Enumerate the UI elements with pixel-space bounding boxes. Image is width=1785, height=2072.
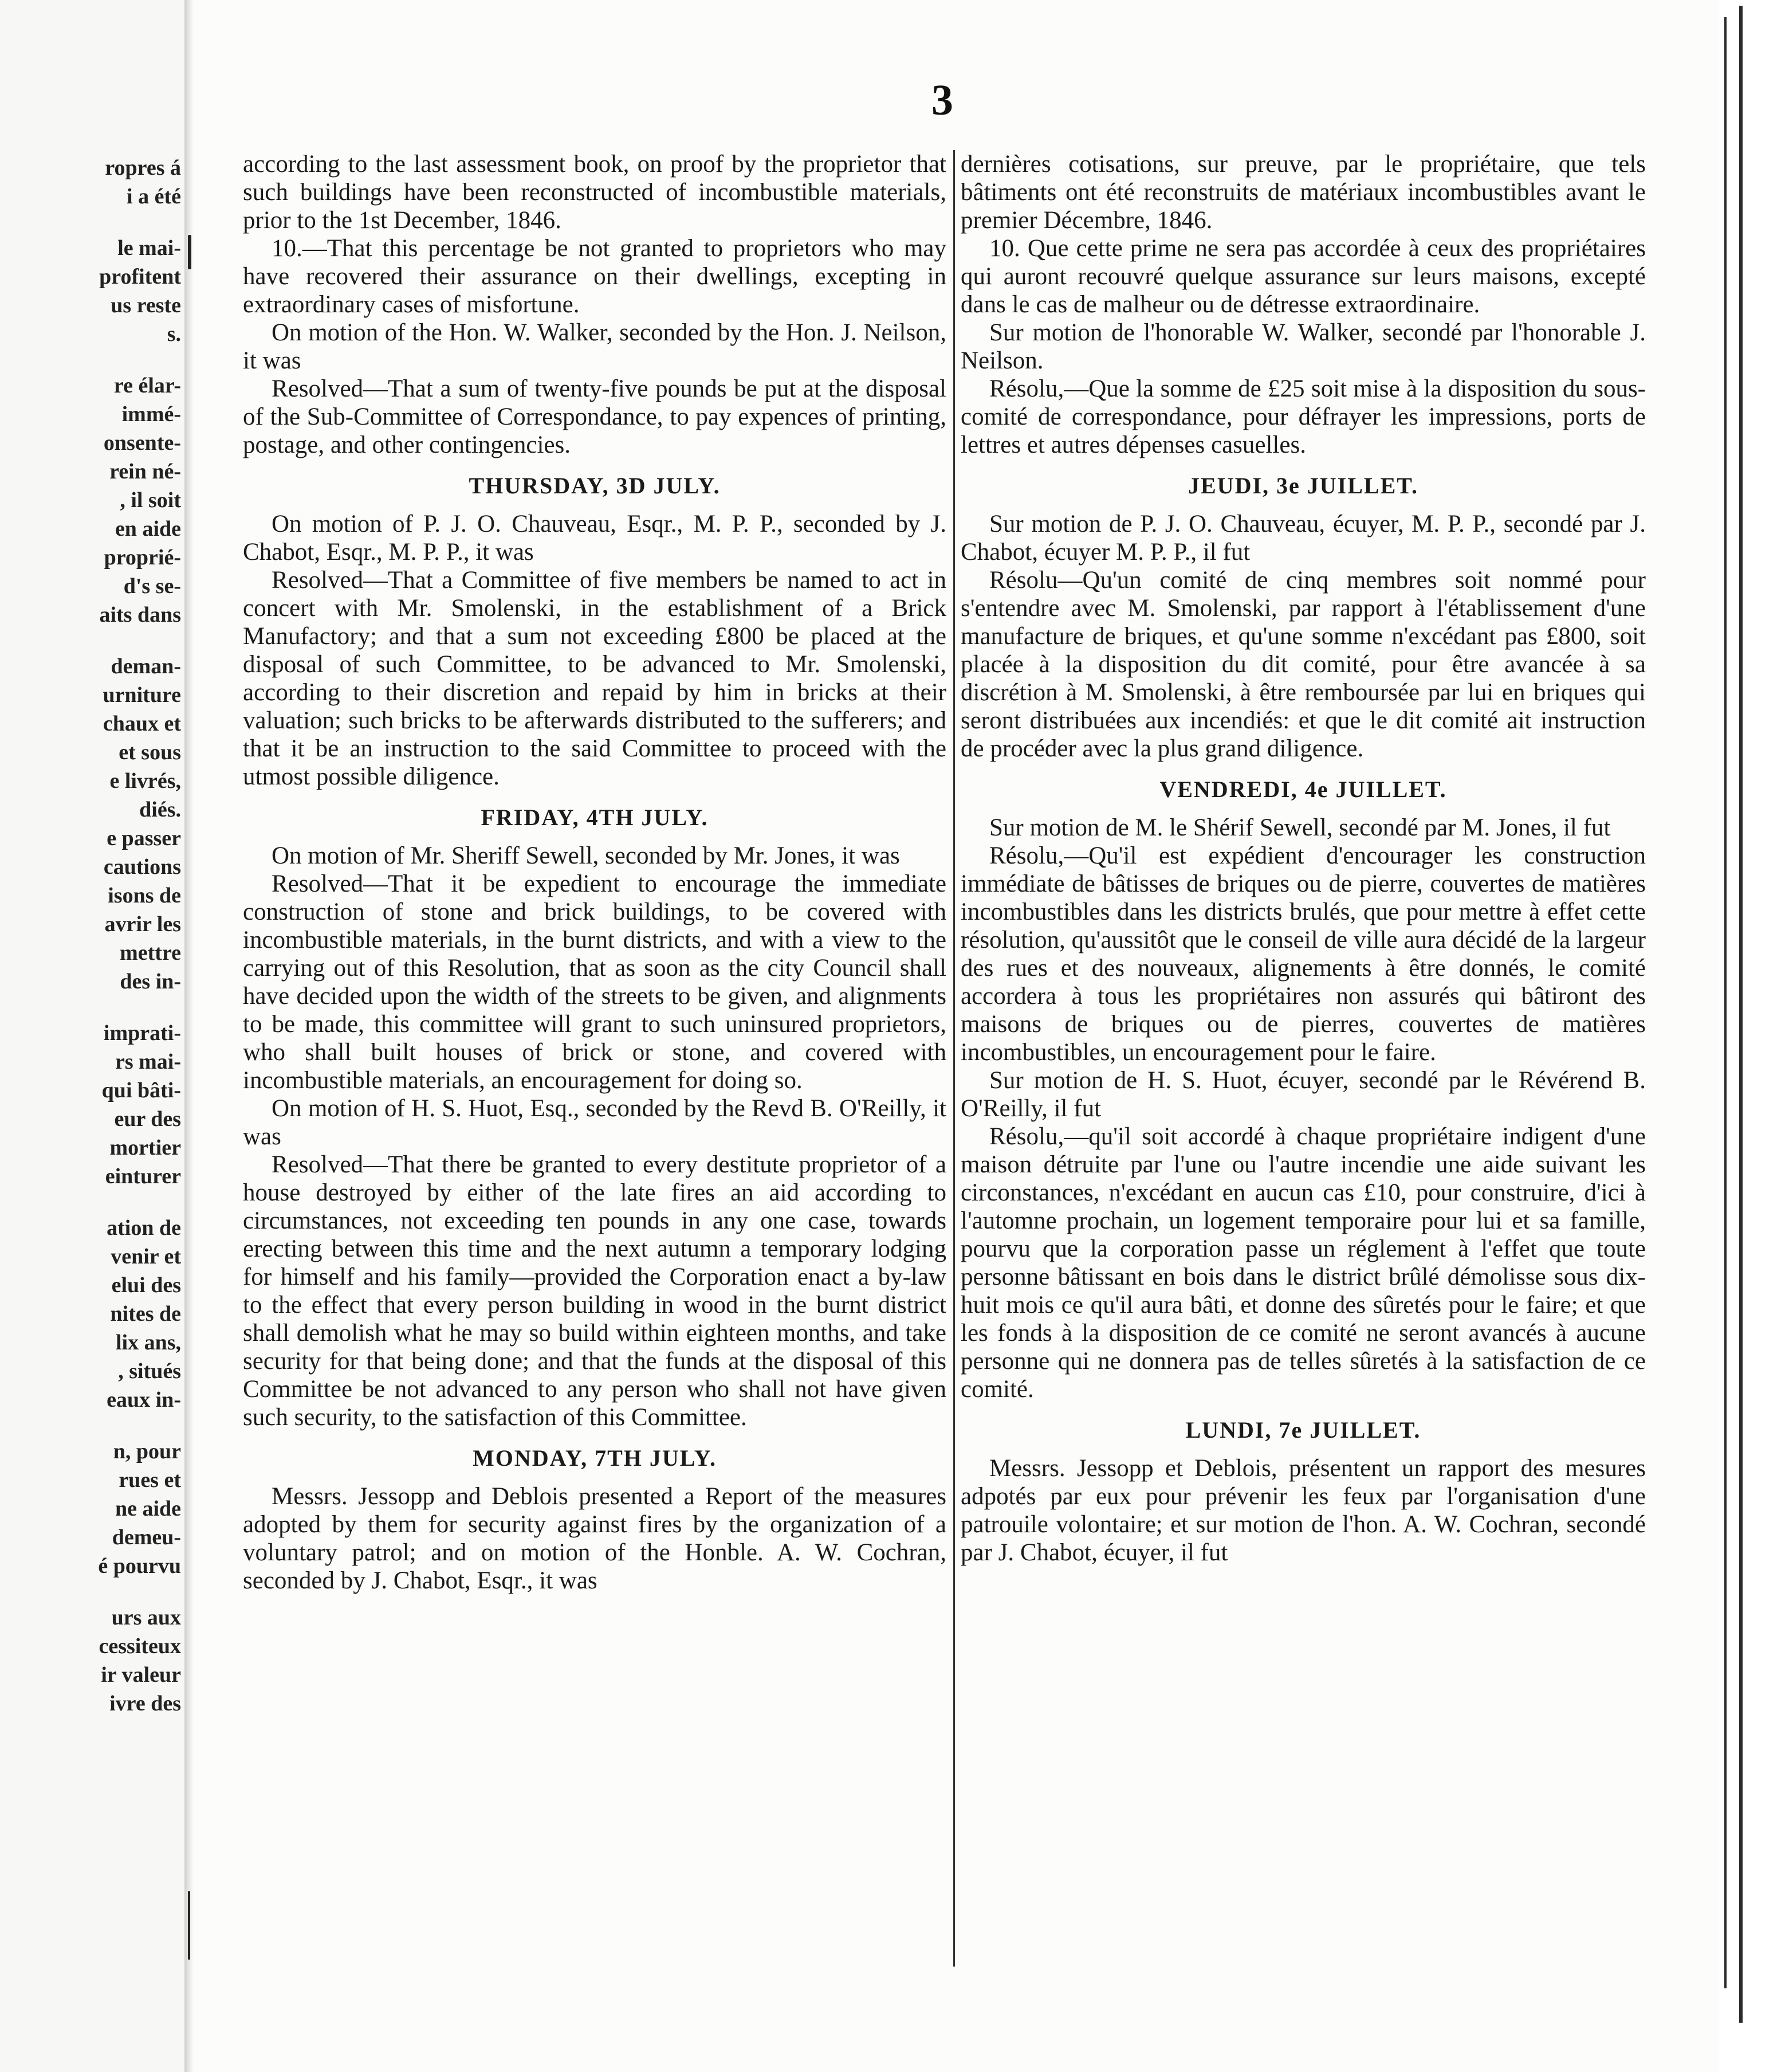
facing-page-fragment-line: rs mai-: [115, 1050, 181, 1074]
facing-page-fragment-line: venir et: [111, 1245, 181, 1269]
paragraph: Résolu,—Qu'il est expédient d'encourager les construction immédiate de bâtisses de briques ou de pierre, couvertes de matières incombustibles dans les districts brulés, que pour mettre à effet cette résolution, qu'aussitôt que le conseil de ville aura décidé de la largeur des rues et des nouveaux, alignements à être donnés, le comité accordera à tous les propriétaires non assurés qui bâtiront des maisons de briques ou de pierres, couvertes de matières incombustibles, un encouragement pour le faire.: [961, 842, 1646, 1066]
facing-page-fragment-line: et sous: [119, 740, 181, 764]
facing-page-fragment-line: mettre: [120, 941, 181, 965]
facing-page-fragment-line: i a été: [127, 185, 181, 209]
paragraph: Sur motion de M. le Shérif Sewell, secondé par M. Jones, il fut: [989, 814, 1611, 841]
facing-page-fragment-line: diés.: [139, 798, 181, 822]
facing-page-fragment-line: eaux in-: [107, 1388, 181, 1412]
facing-page-fragment-line: ation de: [107, 1216, 181, 1240]
facing-page-fragment-line: des in-: [120, 970, 181, 994]
facing-page-fragment-line: ropres á: [105, 156, 181, 180]
paragraph: On motion of Mr. Sheriff Sewell, seconded by Mr. Jones, it was: [272, 842, 900, 869]
facing-page-fragment-line: re élar-: [113, 374, 181, 398]
facing-page-fragment-line: ivre des: [109, 1692, 181, 1716]
paragraph: Resolved—That a Committee of five members be named to act in concert with Mr. Smolenski, in the establishment of a Brick Manufactory; and that a sum not exceeding £800 be placed at the disposal of such Committee, to be advanced to Mr. Smolenski, according to their discretion and repaid by him in bricks at their valuation; such bricks to be afterwards distributed to the sufferers; and that it be an instruction to the said Committee to proceed with the utmost possible diligence.: [243, 567, 946, 790]
paragraph: Sur motion de H. S. Huot, écuyer, secondé par le Révérend B. O'Reilly, il fut: [961, 1067, 1646, 1122]
border-rule: [1739, 6, 1743, 2023]
facing-page-fragment-line: us reste: [111, 293, 181, 317]
facing-page-fragment-line: e passer: [107, 826, 181, 850]
facing-page-fragment-line: , situés: [118, 1359, 181, 1383]
facing-page-fragment-line: ir valeur: [101, 1663, 181, 1687]
page-number: 3: [931, 76, 953, 124]
facing-page-fragment-line: urs aux: [111, 1606, 181, 1630]
facing-page-fragment-line: aits dans: [99, 603, 181, 627]
french-column: [961, 150, 1646, 1567]
paragraph: Messrs. Jessopp et Deblois, présentent un rapport des mesures adpotés par eux pour prévenir les feux par l'organisation d'une patrouile volontaire; et sur motion de l'hon. A. W. Cochran, secondé par J. Chabot, écuyer, il fut: [961, 1455, 1646, 1566]
facing-page-fragment-line: cessiteux: [99, 1634, 181, 1658]
facing-page-fragment-line: proprié-: [104, 546, 181, 570]
section-heading: FRIDAY, 4TH JULY.: [481, 805, 709, 830]
english-column: [243, 150, 946, 1595]
page-fold-shadow: [184, 0, 194, 2072]
facing-page-fragment-line: n, pour: [113, 1439, 181, 1463]
paragraph: 10. Que cette prime ne sera pas accordée à ceux des propriétaires qui auront recouvré quelque assurance sur leurs maisons, excepté dans le cas de malheur ou de détresse extraordinaire.: [961, 235, 1646, 318]
paragraph: Resolved—That a sum of twenty-five pounds be put at the disposal of the Sub-Committee of Correspondance, to pay expences of printing, postage, and other contingencies.: [243, 375, 946, 458]
border-rule: [1724, 17, 1727, 1988]
paragraph: dernières cotisations, sur preuve, par le propriétaire, que tels bâtiments ont été reconstruits de matériaux incombustibles avant le premier Décembre, 1846.: [961, 151, 1646, 234]
section-heading: LUNDI, 7e JUILLET.: [1185, 1417, 1421, 1443]
facing-page-fragment-line: le mai-: [117, 236, 181, 260]
paragraph: Résolu,—Que la somme de £25 soit mise à la disposition du sous-comité de correspondance, pour défrayer les impressions, ports de lettres et autres dépenses casuelles.: [961, 375, 1646, 458]
spine-mark: [188, 1891, 190, 1960]
facing-page-fragment-line: ne aide: [115, 1497, 181, 1521]
facing-page-fragment-line: rues et: [119, 1468, 181, 1492]
facing-page-fragment-line: nites de: [110, 1302, 181, 1326]
facing-page-fragment-line: imprati-: [103, 1021, 181, 1045]
facing-page-fragment-line: deman-: [111, 654, 181, 678]
facing-page-fragment-line: d's se-: [123, 574, 181, 598]
facing-page-fragment-line: é pourvu: [98, 1554, 181, 1578]
spine-mark: [188, 235, 191, 269]
facing-page-fragment-line: onsente-: [103, 431, 181, 455]
paragraph: Résolu—Qu'un comité de cinq membres soit nommé pour s'entendre avec M. Smolenski, par rapport à l'établissement d'une manufacture de briques, et qu'une somme n'excédant pas £800, soit placée à la disposition du dit comité, pour être avancée à sa discrétion à M. Smolenski, à être remboursée par lui en briques qui seront distribuées aux incendiés: et que le dit comité ait instruction de procéder avec la plus grand diligence.: [961, 567, 1646, 762]
facing-page-fragment-line: lix ans,: [115, 1331, 181, 1355]
facing-page-fragment-line: isons de: [108, 884, 181, 908]
paragraph: Resolved—That there be granted to every destitute proprietor of a house destroyed by either of the late fires an aid according to circumstances, not exceeding ten pounds in any one case, towards erecting between this time and the next autumn a temporary lodging for himself and his family—provided the Corporation enact a by-law to the effect that every person building in wood in the burnt district shall demolish what he may so build within eighteen months, and take security for that being done; and that the funds at the disposal of this Committee be not advanced to any person who shall not have given such security, to the satisfaction of this Committee.: [243, 1151, 946, 1431]
paragraph: Sur motion de l'honorable W. Walker, secondé par l'honorable J. Neilson.: [961, 319, 1646, 374]
facing-page-fragment-line: chaux et: [103, 712, 181, 736]
paragraph: Sur motion de P. J. O. Chauveau, écuyer, M. P. P., secondé par J. Chabot, écuyer M. P. P., il fut: [961, 511, 1646, 566]
section-heading: JEUDI, 3e JUILLET.: [1188, 473, 1418, 499]
facing-page-fragment-line: eur des: [114, 1107, 181, 1131]
paragraph: On motion of the Hon. W. Walker, seconded by the Hon. J. Neilson, it was: [243, 319, 946, 374]
paragraph: 10.—That this percentage be not granted to proprietors who may have recovered their assurance on their dwellings, excepting in extraordinary cases of misfortune.: [243, 235, 946, 318]
facing-page-fragment: [0, 0, 184, 2072]
facing-page-fragment-line: einturer: [105, 1164, 181, 1188]
facing-page-fragment-line: s.: [167, 322, 181, 346]
section-heading: VENDREDI, 4e JUILLET.: [1159, 776, 1447, 802]
section-heading: MONDAY, 7TH JULY.: [473, 1445, 717, 1471]
paragraph: Résolu,—qu'il soit accordé à chaque propriétaire indigent d'une maison détruite par l'une ou l'autre incendie une aide suivant les circonstances, n'excédant en aucun cas £10, pour construire, d'ici à l'automne prochain, un logement temporaire pour lui et sa famille, pourvu que la corporation passe un réglement à l'effet que toute personne bâtissant en bois dans le district brûlé démolisse sous dix-huit mois ce qu'il aura bâti, et donne des sûretés pour le faire; et que les fonds à la disposition de ce comité ne seront avancés à aucune personne qui ne donnera pas de telles sûretés à la satisfaction de ce comité.: [961, 1123, 1646, 1403]
facing-page-fragment-line: elui des: [111, 1273, 181, 1297]
facing-page-fragment-line: e livrés,: [109, 769, 181, 793]
facing-page-fragment-line: avrir les: [104, 912, 181, 936]
paragraph: Resolved—That it be expedient to encourage the immediate construction of stone and brick buildings, to be covered with incombustible materials, in the burnt districts, and with a view to the carrying out of this Resolution, that as soon as the city Council shall have decided upon the width of the streets to be given, and alignments to be made, this committee will grant to such uninsured proprietors, who shall built houses of brick or stone, and covered with incombustible materials, an encouragement for doing so.: [243, 870, 946, 1094]
facing-page-fragment-line: immé-: [121, 402, 181, 426]
facing-page-fragment-line: cautions: [103, 855, 181, 879]
paragraph: On motion of H. S. Huot, Esq., seconded by the Revd B. O'Reilly, it was: [243, 1095, 946, 1150]
facing-page-fragment-line: profitent: [99, 265, 181, 289]
facing-page-fragment-line: urniture: [103, 683, 181, 707]
paragraph: according to the last assessment book, on proof by the proprietor that such buildings have been reconstructed of incombustible materials, prior to the 1st December, 1846.: [243, 151, 946, 234]
facing-page-fragment-line: mortier: [109, 1136, 181, 1160]
facing-page-fragment-line: , il soit: [120, 488, 181, 512]
facing-page-fragment-line: rein né-: [109, 460, 181, 484]
section-heading: THURSDAY, 3D JULY.: [469, 473, 721, 499]
paragraph: On motion of P. J. O. Chauveau, Esqr., M. P. P., seconded by J. Chabot, Esqr., M. P. P., it was: [243, 511, 946, 566]
facing-page-fragment-line: en aide: [115, 517, 181, 541]
column-divider: [953, 150, 955, 1967]
right-margin: [1719, 0, 1785, 2072]
facing-page-fragment-line: qui bâti-: [101, 1078, 181, 1102]
paragraph: Messrs. Jessopp and Deblois presented a Report of the measures adopted by them for security against fires by the organization of a voluntary patrol; and on motion of the Honble. A. W. Cochran, seconded by J. Chabot, Esqr., it was: [243, 1483, 946, 1594]
facing-page-fragment-line: demeu-: [112, 1525, 181, 1549]
